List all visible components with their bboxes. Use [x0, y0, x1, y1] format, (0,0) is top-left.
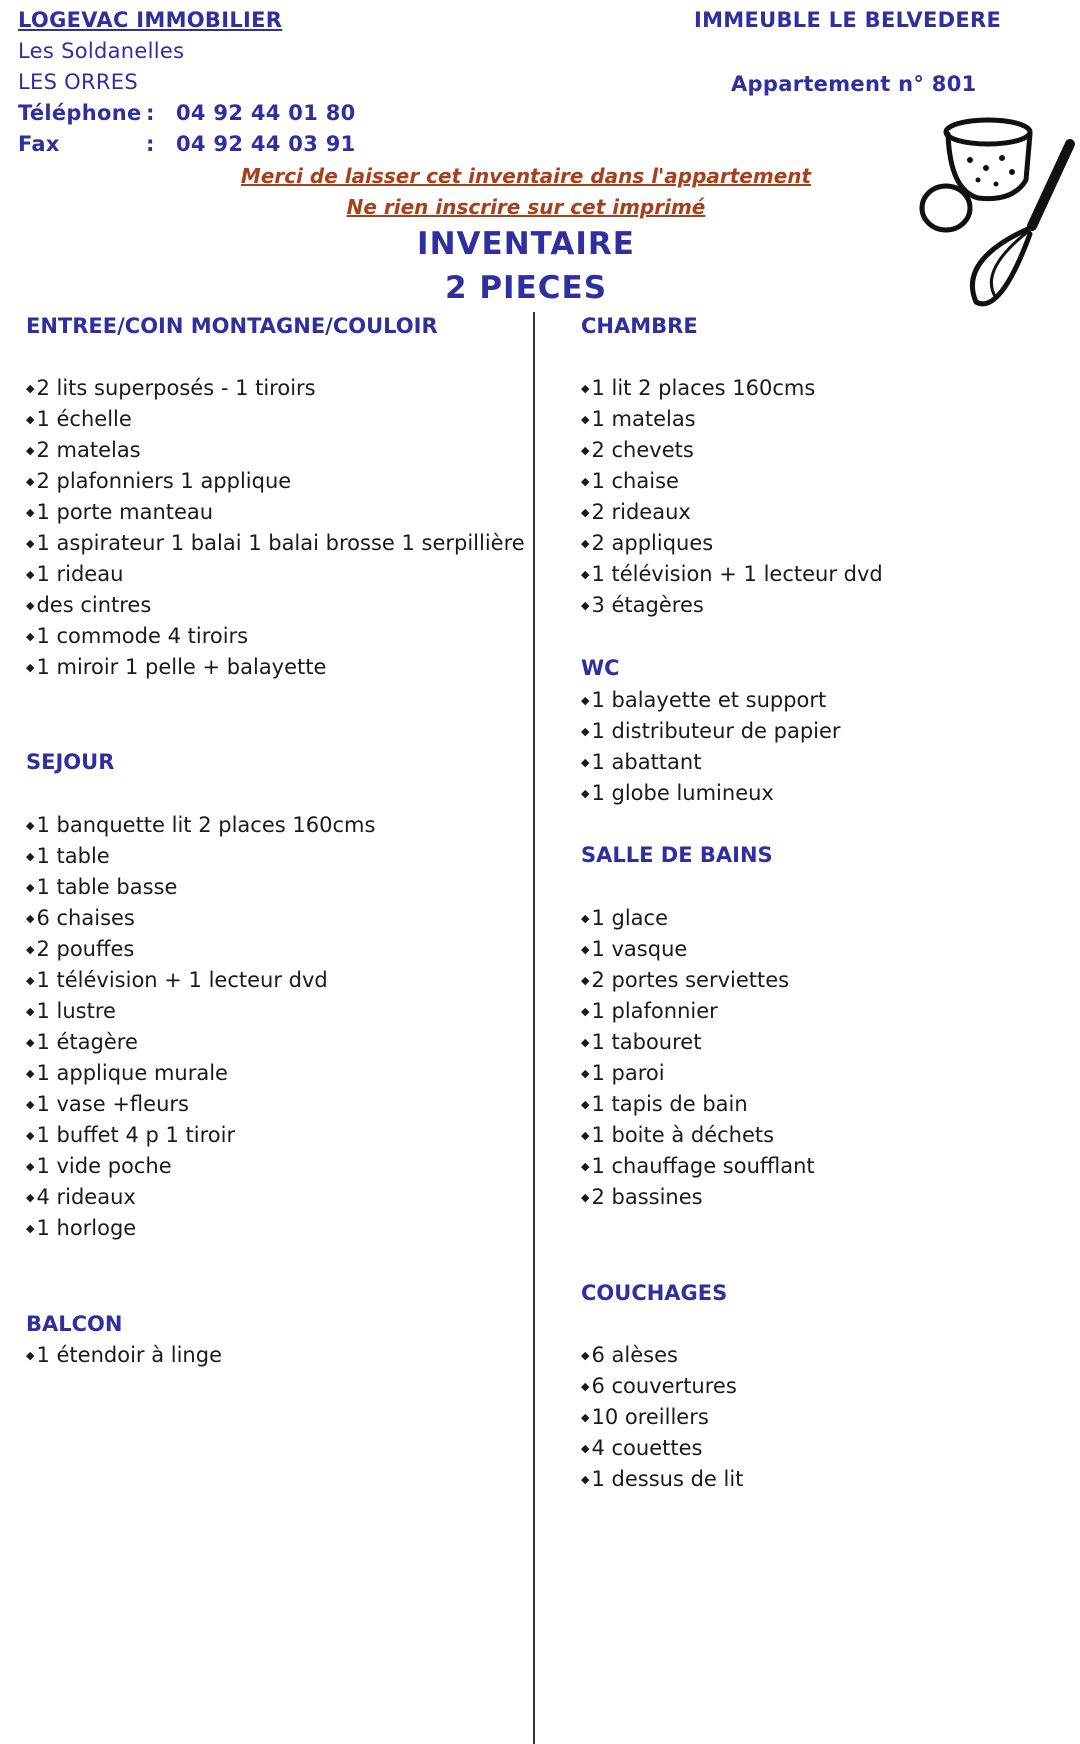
- list-item: ◆ 2 bassines: [581, 1182, 815, 1213]
- fax-number: 04 92 44 03 91: [176, 132, 356, 156]
- list-item: ◆ 1 plafonnier: [581, 996, 815, 1027]
- balcon-list: [26, 1340, 222, 1371]
- list-item: ◆ 1 chauffage soufflant: [581, 1151, 815, 1182]
- list-item: ◆ 1 distributeur de papier: [581, 716, 841, 747]
- list-item: ◆ 1 globe lumineux: [581, 778, 841, 809]
- page-subtitle: 2 PIECES: [444, 270, 608, 306]
- list-item: ◆ des cintres: [26, 590, 525, 621]
- list-item: ◆ 1 commode 4 tiroirs: [26, 621, 525, 652]
- list-item: ◆ 1 vase +fleurs: [26, 1089, 375, 1120]
- phone-number: 04 92 44 01 80: [176, 101, 356, 125]
- list-item: ◆ 1 vasque: [581, 934, 815, 965]
- list-item: ◆ 1 miroir 1 pelle + balayette: [26, 652, 525, 683]
- list-item: ◆ 1 échelle: [26, 404, 525, 435]
- list-item: ◆ 1 glace: [581, 903, 815, 934]
- section-heading-entree: ENTREE/COIN MONTAGNE/COULOIR: [26, 314, 438, 338]
- list-item: ◆ 6 couvertures: [581, 1371, 743, 1402]
- list-item: ◆ 1 vide poche: [26, 1151, 375, 1182]
- list-item: ◆ 2 rideaux: [581, 497, 883, 528]
- notice-leave-inventory: Merci de laisser cet inventaire dans l'appartement: [240, 164, 812, 188]
- list-item: ◆ 2 lits superposés - 1 tiroirs: [26, 373, 525, 404]
- list-item: ◆ 1 aspirateur 1 balai 1 balai brosse 1 serpillière: [26, 528, 525, 559]
- list-item: ◆ 1 tabouret: [581, 1027, 815, 1058]
- list-item: ◆ 1 étendoir à linge: [26, 1340, 222, 1371]
- list-item: ◆ 1 dessus de lit: [581, 1464, 743, 1495]
- list-item: ◆ 1 buffet 4 p 1 tiroir: [26, 1120, 375, 1151]
- building-name: IMMEUBLE LE BELVEDERE: [694, 8, 1002, 32]
- list-item: ◆ 1 banquette lit 2 places 160cms: [26, 810, 375, 841]
- phone-label: Téléphone: [18, 101, 142, 125]
- wc-list: [581, 685, 841, 809]
- chambre-list: [581, 373, 883, 621]
- list-item: ◆ 1 applique murale: [26, 1058, 375, 1089]
- apartment-number: Appartement n° 801: [731, 72, 977, 96]
- section-heading-salle-de-bains: SALLE DE BAINS: [581, 843, 773, 867]
- list-item: ◆ 1 table basse: [26, 872, 375, 903]
- address-line-2: LES ORRES: [18, 70, 138, 94]
- section-heading-balcon: BALCON: [26, 1312, 123, 1336]
- list-item: ◆ 6 alèses: [581, 1340, 743, 1371]
- sejour-list: [26, 810, 375, 1244]
- list-item: ◆ 1 abattant: [581, 747, 841, 778]
- section-heading-wc: WC: [581, 656, 620, 680]
- list-item: ◆ 4 couettes: [581, 1433, 743, 1464]
- list-item: ◆ 1 table: [26, 841, 375, 872]
- list-item: ◆ 1 télévision + 1 lecteur dvd: [26, 965, 375, 996]
- couchages-list: [581, 1340, 743, 1495]
- list-item: ◆ 2 plafonniers 1 applique: [26, 466, 525, 497]
- entree-list: [26, 373, 525, 683]
- list-item: ◆ 1 tapis de bain: [581, 1089, 815, 1120]
- list-item: ◆ 2 appliques: [581, 528, 883, 559]
- list-item: ◆ 4 rideaux: [26, 1182, 375, 1213]
- list-item: ◆ 1 lustre: [26, 996, 375, 1027]
- list-item: ◆ 1 horloge: [26, 1213, 375, 1244]
- list-item: ◆ 2 matelas: [26, 435, 525, 466]
- section-heading-chambre: CHAMBRE: [581, 314, 698, 338]
- section-heading-couchages: COUCHAGES: [581, 1281, 728, 1305]
- list-item: ◆ 1 rideau: [26, 559, 525, 590]
- whisk-bowl-icon: [918, 110, 1080, 315]
- list-item: ◆ 3 étagères: [581, 590, 883, 621]
- list-item: ◆ 1 télévision + 1 lecteur dvd: [581, 559, 883, 590]
- salle-de-bains-list: [581, 903, 815, 1213]
- page-title: INVENTAIRE: [417, 226, 635, 262]
- list-item: ◆ 1 chaise: [581, 466, 883, 497]
- list-item: ◆ 1 matelas: [581, 404, 883, 435]
- list-item: ◆ 10 oreillers: [581, 1402, 743, 1433]
- fax-separator: :: [146, 132, 155, 156]
- column-divider: [533, 312, 535, 1744]
- section-heading-sejour: SEJOUR: [26, 750, 115, 774]
- list-item: ◆ 1 lit 2 places 160cms: [581, 373, 883, 404]
- list-item: ◆ 2 pouffes: [26, 934, 375, 965]
- phone-separator: :: [146, 101, 155, 125]
- list-item: ◆ 1 paroi: [581, 1058, 815, 1089]
- company-name: LOGEVAC IMMOBILIER: [18, 8, 283, 32]
- list-item: ◆ 2 chevets: [581, 435, 883, 466]
- notice-do-not-write: Ne rien inscrire sur cet imprimé: [346, 195, 706, 219]
- list-item: ◆ 1 étagère: [26, 1027, 375, 1058]
- list-item: ◆ 2 portes serviettes: [581, 965, 815, 996]
- address-line-1: Les Soldanelles: [18, 39, 185, 63]
- list-item: ◆ 1 balayette et support: [581, 685, 841, 716]
- list-item: ◆ 1 porte manteau: [26, 497, 525, 528]
- list-item: ◆ 6 chaises: [26, 903, 375, 934]
- list-item: ◆ 1 boite à déchets: [581, 1120, 815, 1151]
- fax-label: Fax: [18, 132, 60, 156]
